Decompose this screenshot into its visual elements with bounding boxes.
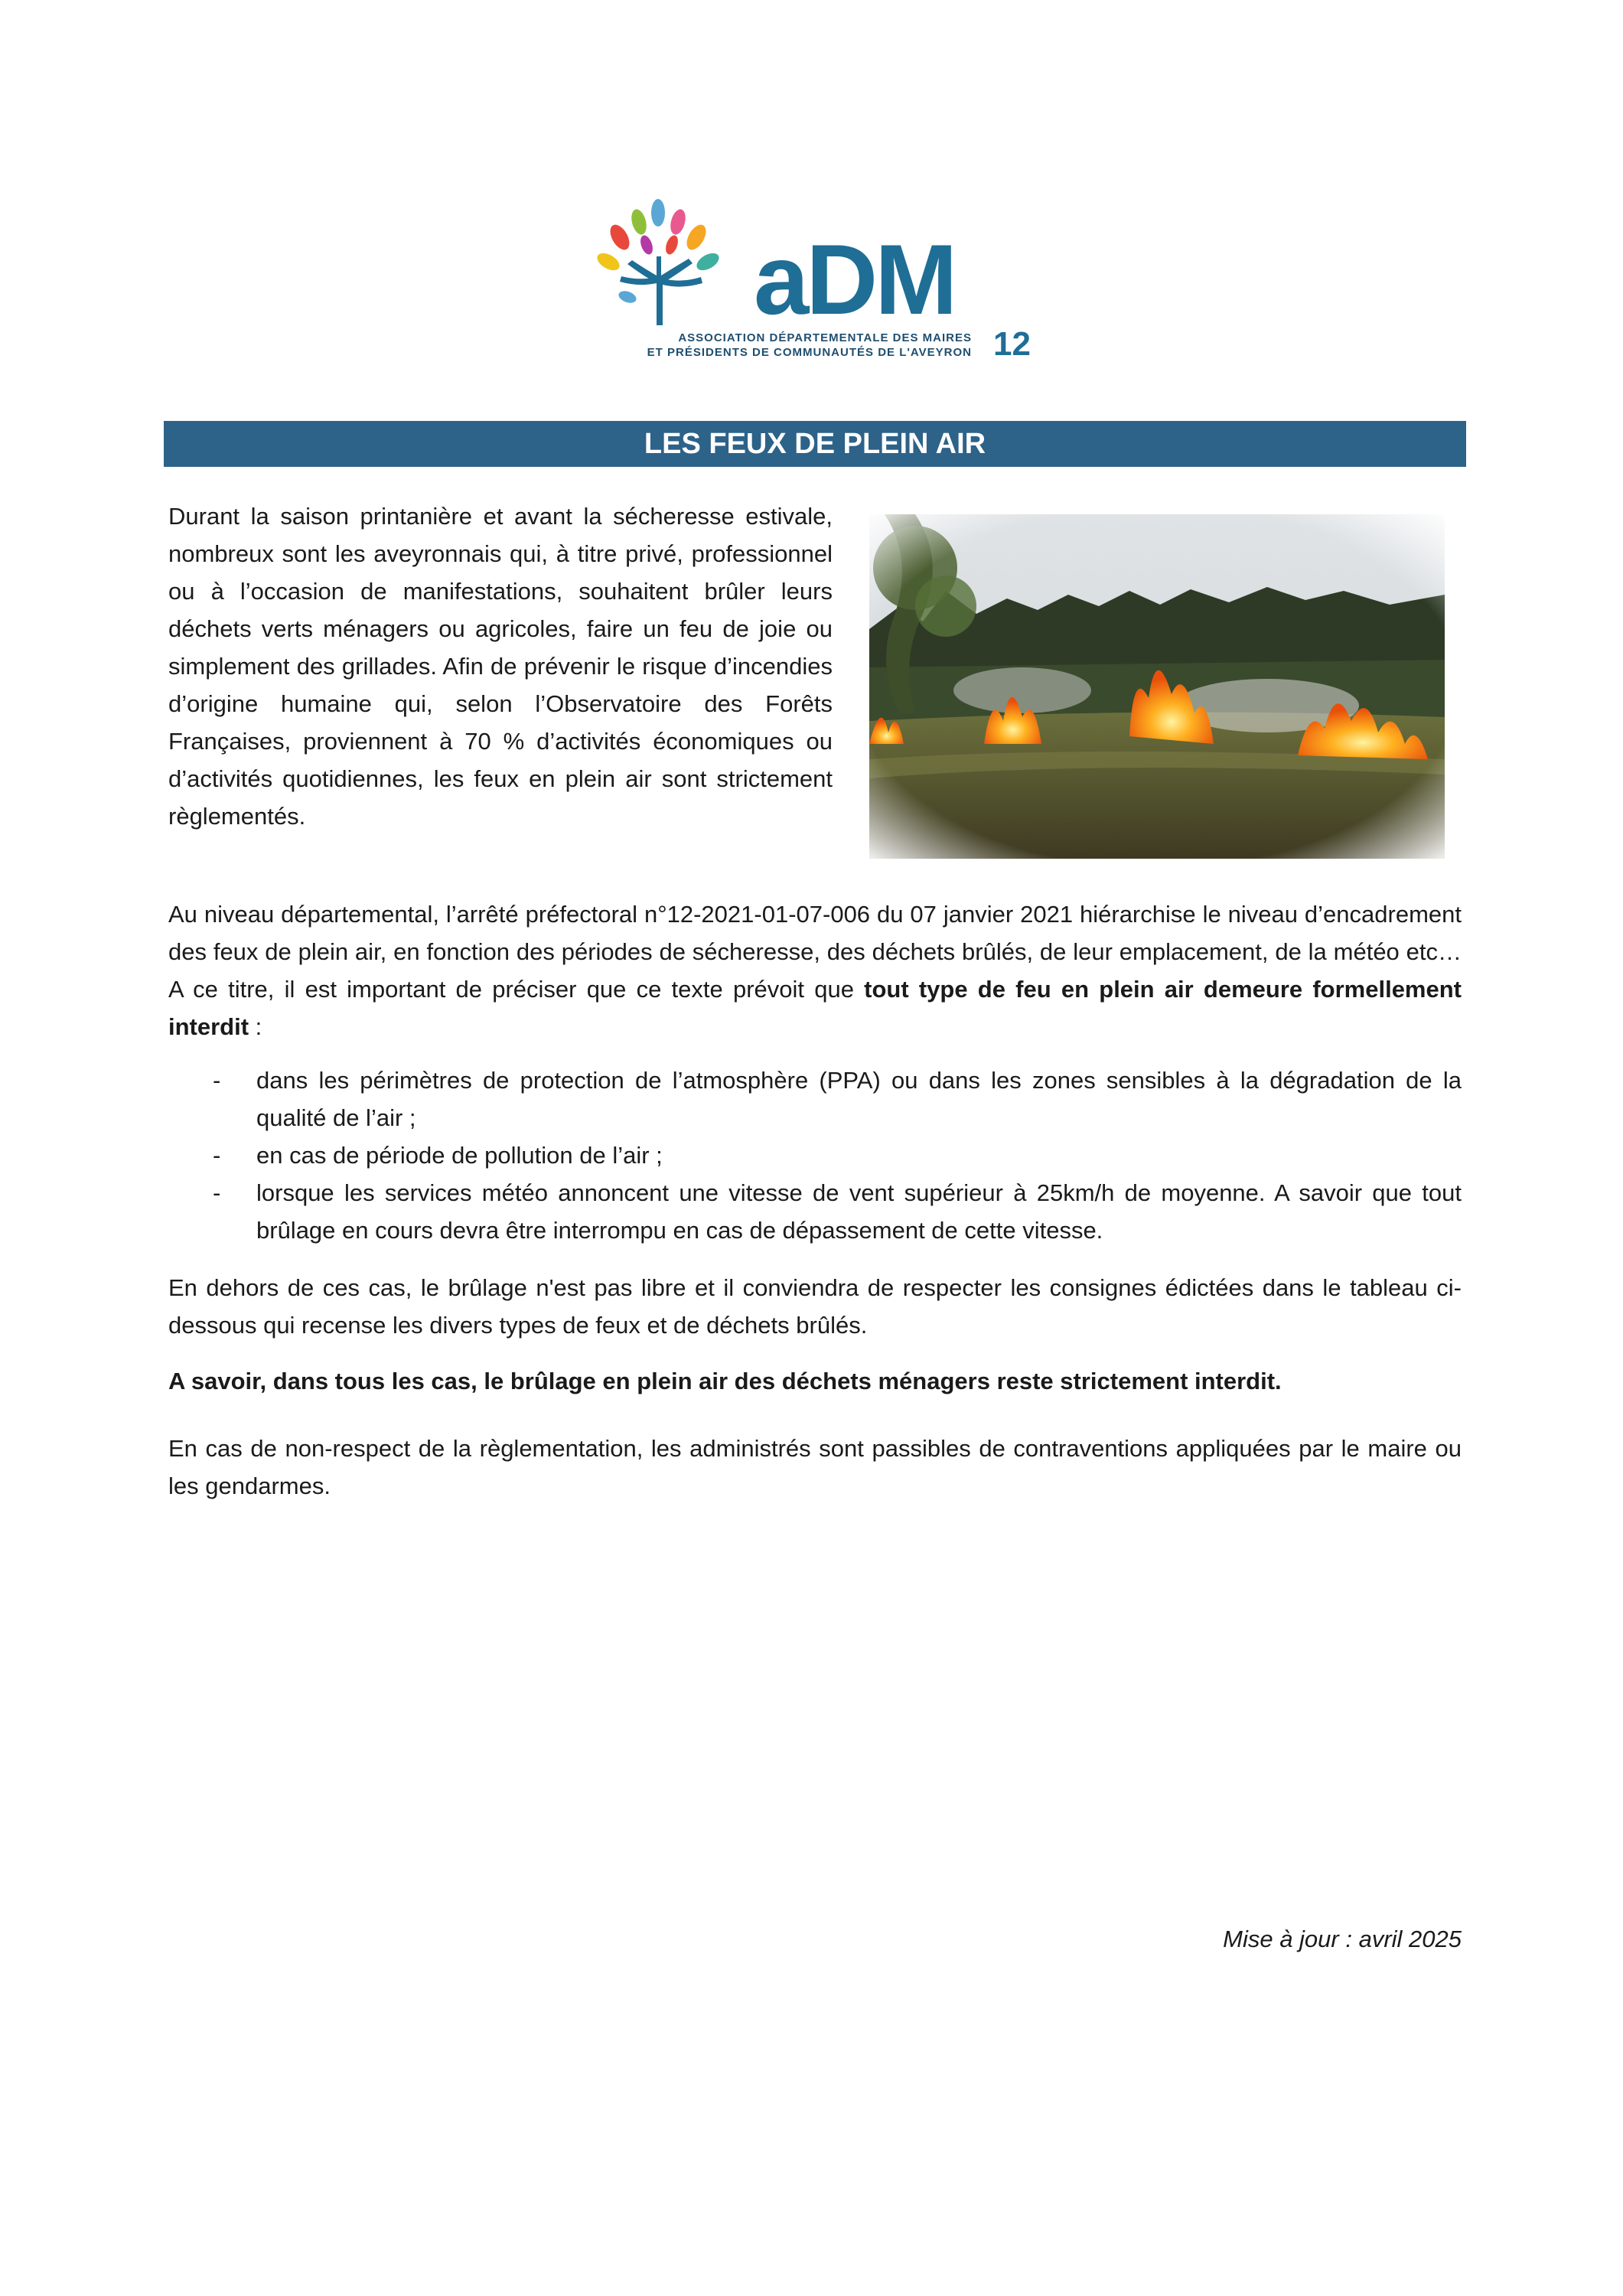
list-item — [168, 1062, 1462, 1137]
logo-subtitle-line2: ET PRÉSIDENTS DE COMMUNAUTÉS DE L'AVEYRON — [647, 346, 972, 359]
logo-number: 12 — [993, 325, 1031, 363]
page-title: LES FEUX DE PLEIN AIR — [164, 421, 1466, 467]
regulation-bold: tout type de feu en plein air demeure formellement interdit — [168, 976, 1462, 1040]
conditions-paragraph: En dehors de ces cas, le brûlage n'est pas libre et il conviendra de respecter les consignes édictées dans le tableau ci-dessous qui recense les divers types de feux et de déchets brûlés. — [168, 1274, 1462, 1339]
update-date: Mise à jour : avril 2025 — [1223, 1926, 1462, 1952]
intro-paragraph: Durant la saison printanière et avant la sécheresse estivale, nombreux sont les aveyronnais qui, à titre privé, professionnel ou à l’occasion de manifestations, souhaitent brûler leurs déchets verts ménagers ou agricoles, faire un feu de joie ou simplement des grillades. Afin de prévenir le risque d’incendies d’origine humaine qui, selon l’Observatoire des Forêts Françaises, proviennent à 70 % d’activités économiques ou d’activités quotidiennes, les feux en plein air sont strictement règlementés. — [168, 503, 833, 830]
list-item-text: en cas de période de pollution de l’air ; — [256, 1142, 663, 1169]
list-item-text: lorsque les services météo annoncent une vitesse de vent supérieur à 25km/h de moyenne. A savoir que tout brûlage en cours devra être interrompu en cas de dépassement de cette vitesse. — [256, 1179, 1462, 1244]
prohibition-list — [168, 1062, 1462, 1249]
tree-icon — [566, 191, 750, 329]
logo-wordmark: aDM — [754, 223, 955, 335]
field-fire-photo — [869, 514, 1445, 859]
bullet-dash: - — [213, 1067, 221, 1094]
regulation-paragraph — [168, 895, 1462, 1045]
bullet-dash: - — [213, 1179, 221, 1206]
logo-subtitle — [589, 331, 972, 360]
penalties-paragraph: En cas de non-respect de la règlementation, les administrés sont passibles de contraventions appliquées par le maire ou les gendarmes. — [168, 1435, 1462, 1499]
bullet-dash: - — [213, 1142, 221, 1169]
regulation-text: Au niveau départemental, l’arrêté préfectoral n°12-2021-01-07-006 du 07 janvier 2021 hiérarchise le niveau d’encadrement des feux de plein air, en fonction des périodes de sécheresse, des déchets brûlés, de leur emplacement, de la météo etc… A ce titre, il est important de préciser que ce texte prévoit que — [168, 901, 1462, 1003]
list-item-text: dans les périmètres de protection de l’atmosphère (PPA) ou dans les zones sensibles à la dégradation de la qualité de l’air ; — [256, 1067, 1462, 1131]
list-item — [168, 1174, 1462, 1249]
logo-subtitle-line1: ASSOCIATION DÉPARTEMENTALE DES MAIRES — [678, 331, 972, 344]
adm-logo — [566, 191, 1041, 375]
household-waste-warning: A savoir, dans tous les cas, le brûlage en plein air des déchets ménagers reste strictement interdit. — [168, 1368, 1282, 1394]
regulation-end: : — [249, 1013, 262, 1040]
list-item — [168, 1137, 1462, 1174]
